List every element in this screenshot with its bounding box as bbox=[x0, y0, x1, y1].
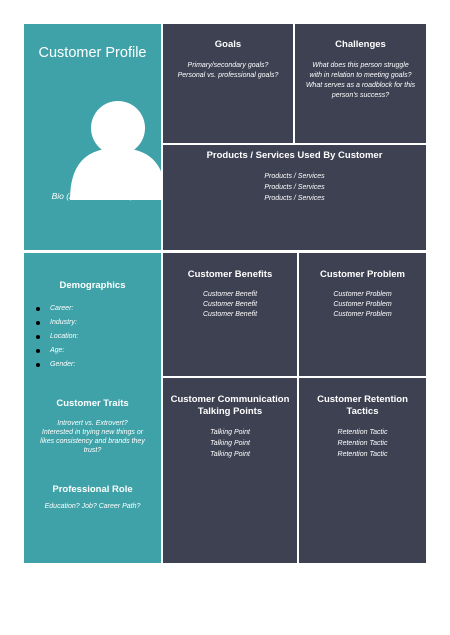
customer-benefits-panel bbox=[163, 253, 297, 376]
products-services-title: Products / Services Used By Customer bbox=[206, 150, 383, 161]
challenges-line: person's success? bbox=[331, 92, 390, 99]
professional-role-title: Professional Role bbox=[52, 484, 133, 495]
bullet-icon bbox=[36, 349, 40, 353]
retention-tactic-line: Retention Tactic bbox=[337, 429, 388, 436]
products-services-line: Products / Services bbox=[264, 195, 325, 202]
challenges-title: Challenges bbox=[335, 39, 386, 50]
professional-role-line: Education? Job? Career Path? bbox=[44, 503, 141, 510]
bullet-icon bbox=[36, 335, 40, 339]
demographics-item-label: Industry: bbox=[50, 319, 77, 326]
retention-tactic-line: Retention Tactic bbox=[337, 440, 388, 447]
goals-panel bbox=[163, 24, 293, 143]
demographics-list bbox=[36, 302, 78, 372]
customer-problem-panel bbox=[299, 253, 426, 376]
goals-line: Personal vs. professional goals? bbox=[177, 72, 279, 79]
bio-label: Bio (About Customer) bbox=[51, 191, 134, 201]
customer-benefit-line: Customer Benefit bbox=[202, 291, 258, 298]
talking-point-line: Talking Point bbox=[210, 429, 250, 436]
customer-retention-panel bbox=[299, 378, 426, 563]
demographics-item-gender bbox=[36, 358, 78, 372]
challenges-line: What serves as a roadblock for this bbox=[305, 82, 416, 89]
customer-profile-title: Customer Profile bbox=[38, 45, 147, 61]
goals-title: Goals bbox=[214, 39, 242, 50]
customer-traits-line: Introvert vs. Extrovert? bbox=[57, 420, 128, 427]
demographics-item-career bbox=[36, 302, 78, 316]
bullet-icon bbox=[36, 363, 40, 367]
bullet-icon bbox=[36, 321, 40, 325]
customer-benefit-line: Customer Benefit bbox=[202, 301, 258, 308]
demographics-item-label: Age: bbox=[50, 347, 65, 354]
retention-tactic-line: Retention Tactic bbox=[337, 451, 388, 458]
challenges-line: What does this person struggle bbox=[312, 62, 409, 69]
customer-benefit-line: Customer Benefit bbox=[202, 311, 258, 318]
products-services-line: Products / Services bbox=[264, 184, 325, 191]
demographics-item-label: Gender: bbox=[50, 361, 76, 368]
customer-traits-line: Interested in trying new things or bbox=[41, 429, 144, 436]
customer-retention-title: Customer Retention bbox=[317, 394, 408, 405]
customer-communication-panel bbox=[163, 378, 297, 563]
customer-problem-line: Customer Problem bbox=[333, 301, 392, 308]
customer-traits-title: Customer Traits bbox=[56, 398, 129, 409]
talking-point-line: Talking Point bbox=[210, 451, 250, 458]
products-services-panel bbox=[163, 145, 426, 250]
customer-problem-line: Customer Problem bbox=[333, 311, 392, 318]
customer-communication-title: Customer Communication bbox=[170, 394, 290, 405]
demographics-panel bbox=[24, 253, 161, 563]
demographics-item-label: Location: bbox=[50, 333, 79, 340]
talking-point-line: Talking Point bbox=[210, 440, 250, 447]
demographics-item-label: Career: bbox=[50, 305, 74, 312]
demographics-item-location bbox=[36, 330, 78, 344]
goals-line: Primary/secondary goals? bbox=[187, 62, 269, 69]
customer-problem-title: Customer Problem bbox=[320, 269, 405, 280]
customer-communication-title: Talking Points bbox=[197, 406, 263, 417]
customer-benefits-title: Customer Benefits bbox=[187, 269, 273, 280]
customer-traits-line: trust? bbox=[83, 447, 102, 454]
customer-retention-title: Tactics bbox=[346, 406, 379, 417]
demographics-title: Demographics bbox=[59, 280, 126, 291]
demographics-item-age bbox=[36, 344, 78, 358]
bullet-icon bbox=[36, 307, 40, 311]
challenges-line: with in relation to meeting goals? bbox=[309, 72, 412, 79]
customer-profile-panel bbox=[24, 24, 161, 250]
customer-traits-line: likes consistency and brands they bbox=[40, 438, 145, 445]
customer-problem-line: Customer Problem bbox=[333, 291, 392, 298]
products-services-line: Products / Services bbox=[264, 173, 325, 180]
person-avatar-icon bbox=[68, 100, 168, 200]
demographics-item-industry bbox=[36, 316, 78, 330]
challenges-panel bbox=[295, 24, 426, 143]
